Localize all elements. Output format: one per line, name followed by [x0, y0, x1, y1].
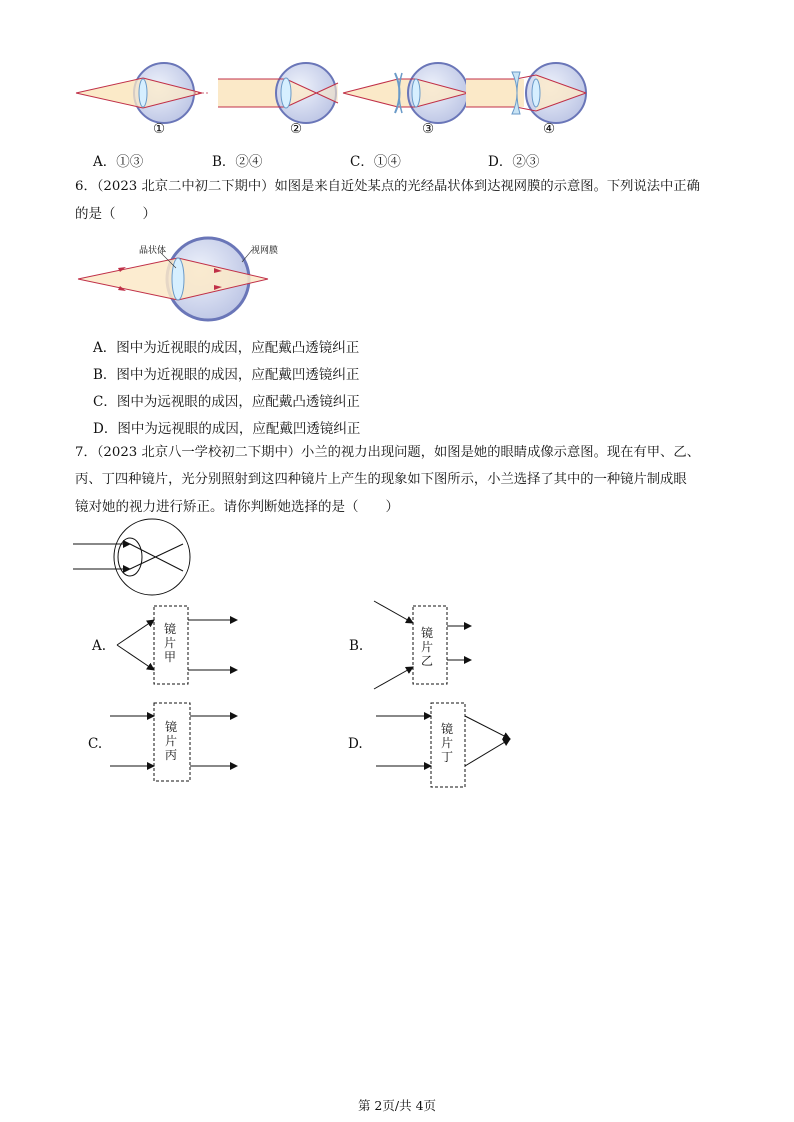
- q5-eye-1: [76, 63, 210, 123]
- q7-option-b-letter[interactable]: B.: [349, 638, 364, 654]
- option-text: ②③: [512, 154, 540, 170]
- char: 片: [421, 640, 434, 654]
- option-text: 图中为近视眼的成因，应配戴凹透镜纠正: [116, 367, 360, 383]
- q7-eye-diagram: [0, 525, 794, 605]
- q7-lens-b-label: [421, 626, 435, 668]
- option-letter: A．: [93, 154, 117, 170]
- q7-option-c-letter[interactable]: C.: [88, 736, 103, 752]
- char: 镜: [421, 626, 434, 640]
- q5-option-b[interactable]: [212, 150, 262, 170]
- q5-eye-figures: [0, 0, 794, 140]
- q6-option-d[interactable]: [93, 417, 360, 437]
- q6-option-a[interactable]: [93, 336, 359, 356]
- char: 片: [441, 736, 454, 750]
- q7-option-a-letter[interactable]: A.: [92, 638, 107, 654]
- q6-stem-line-2: 的是（ ）: [75, 206, 156, 222]
- q7-lens-d-label: [441, 722, 455, 764]
- q7-option-d-diagram: [0, 700, 794, 790]
- q6-option-b[interactable]: [93, 363, 359, 383]
- q7-option-d-letter[interactable]: D.: [348, 736, 363, 752]
- q7-stem-line-3: 镜对她的视力进行矫正。请你判断她选择的是（ ）: [75, 499, 399, 515]
- q5-figure-label-3: ③: [422, 121, 435, 137]
- char: 片: [164, 636, 177, 650]
- q6-stem-line-1: 6．（2023 北京二中初二下期中）如图是来自近处某点的光经晶状体到达视网膜的示意图。下列说法中正确: [75, 179, 700, 194]
- option-letter: D．: [488, 154, 513, 170]
- option-text: ②④: [235, 154, 263, 170]
- option-text: 图中为远视眼的成因，应配戴凹透镜纠正: [117, 421, 361, 437]
- q7-stem-line-2: 丙、丁四种镜片，光分别照射到这四种镜片上产生的现象如下图所示，小兰选择了其中的一种镜片制成眼: [75, 472, 687, 487]
- char: 镜: [441, 722, 454, 736]
- option-text: 图中为近视眼的成因，应配戴凸透镜纠正: [116, 340, 360, 356]
- option-text: ①③: [116, 154, 144, 170]
- option-letter: C．: [350, 154, 374, 170]
- q7-option-b-diagram: [0, 598, 794, 698]
- char: 片: [165, 734, 178, 748]
- page-number: 第 2页/共 4页: [357, 1098, 437, 1113]
- char: 丁: [441, 750, 454, 764]
- q6-label-retina: 视网膜: [251, 246, 279, 256]
- char: 镜: [164, 622, 177, 636]
- q5-figure-label-1: ①: [153, 121, 166, 137]
- q5-eye-4: [466, 63, 586, 123]
- option-letter: A．: [93, 340, 117, 356]
- option-letter: B．: [93, 367, 117, 383]
- q5-option-a[interactable]: [93, 150, 143, 170]
- char: 甲: [164, 650, 177, 664]
- q5-option-d[interactable]: [488, 150, 539, 170]
- option-letter: B．: [212, 154, 236, 170]
- option-letter: D．: [93, 421, 118, 437]
- q5-option-c[interactable]: [350, 150, 401, 170]
- q5-eye-2: [218, 63, 338, 123]
- option-text: 图中为远视眼的成因，应配戴凸透镜纠正: [116, 394, 360, 410]
- option-letter: C．: [93, 394, 117, 410]
- q5-figure-label-2: ②: [290, 121, 303, 137]
- char: 乙: [421, 654, 434, 668]
- char: 镜: [165, 720, 178, 734]
- char: 丙: [165, 748, 178, 762]
- q5-eye-3: [343, 63, 468, 123]
- option-text: ①④: [373, 154, 401, 170]
- q6-eye-figure: [0, 228, 794, 338]
- q6-label-lens: 晶状体: [139, 246, 167, 256]
- q6-option-c[interactable]: [93, 390, 360, 410]
- q5-figure-label-4: ④: [543, 121, 556, 137]
- q7-stem-line-1: 7．（2023 北京八一学校初二下期中）小兰的视力出现问题，如图是她的眼睛成像示意图。现在有甲、乙、: [75, 445, 700, 460]
